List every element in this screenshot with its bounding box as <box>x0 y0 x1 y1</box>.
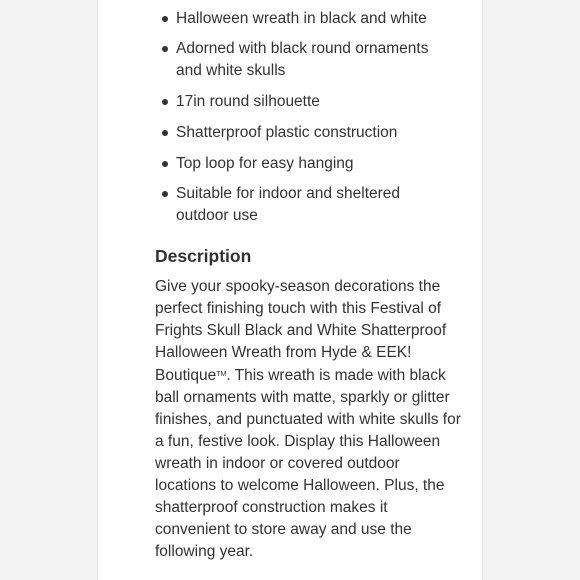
feature-text: Top loop for easy hanging <box>176 155 354 172</box>
bullet-icon <box>162 16 168 22</box>
feature-text: Halloween wreath in black and white <box>176 10 427 27</box>
feature-item <box>176 153 466 175</box>
feature-text: Suitable for indoor and sheltered <box>176 185 401 202</box>
feature-item <box>176 8 466 30</box>
feature-item <box>176 183 466 227</box>
description-line: ball ornaments with matte, sparkly or glitter <box>155 389 450 406</box>
description-line: locations to welcome Halloween. Plus, the <box>155 477 445 494</box>
product-details-card <box>97 0 483 580</box>
feature-item <box>176 91 466 113</box>
feature-text: Shatterproof plastic construction <box>176 124 398 141</box>
description-line: a fun, festive look. Display this Halloween <box>155 433 441 450</box>
bullet-icon <box>162 46 168 52</box>
bullet-icon <box>162 130 168 136</box>
feature-item <box>176 122 466 144</box>
feature-text: outdoor use <box>176 207 258 224</box>
description-line: finishes, and punctuated with white skulls for <box>155 411 461 428</box>
description-line <box>155 364 471 387</box>
description-line: Give your spooky-season decorations the <box>155 278 441 295</box>
feature-text: Adorned with black round ornaments <box>176 40 429 57</box>
feature-item <box>176 38 466 82</box>
bullet-icon <box>162 99 168 105</box>
feature-text: 17in round silhouette <box>176 93 320 110</box>
description-line: Frights Skull Black and White Shatterproof <box>155 322 447 339</box>
description-heading: Description <box>155 246 252 266</box>
trademark-symbol: TM <box>216 371 227 378</box>
feature-text: and white skulls <box>176 62 286 79</box>
description-line: perfect finishing touch with this Festival of <box>155 300 442 317</box>
bullet-icon <box>162 161 168 167</box>
description-line: shatterproof construction makes it <box>155 499 388 516</box>
bullet-icon <box>162 191 168 197</box>
description-line: Halloween Wreath from Hyde & EEK! <box>155 344 412 361</box>
description-text: . This wreath is made with black <box>226 367 446 384</box>
description-line: wreath in indoor or covered outdoor <box>155 455 400 472</box>
description-line: convenient to store away and use the <box>155 521 412 538</box>
description-text: Boutique <box>155 367 217 384</box>
description-line: following year. <box>155 543 254 560</box>
description-body <box>155 276 471 563</box>
